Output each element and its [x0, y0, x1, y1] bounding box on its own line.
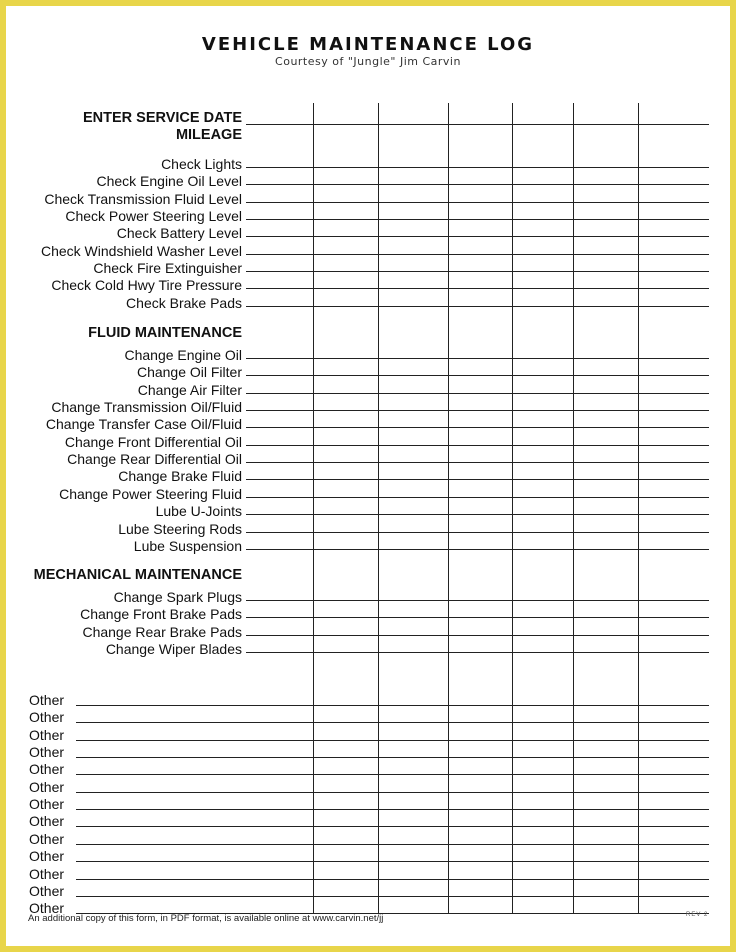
other-item-entry-line[interactable] [76, 809, 709, 810]
other-item-label: Other [29, 726, 65, 743]
mechanical-maintenance-heading: MECHANICAL MAINTENANCE [33, 567, 242, 583]
other-item-label: Other [29, 692, 65, 708]
fluid-item-entry-line[interactable] [246, 532, 709, 533]
fluid-item-entry-line[interactable] [246, 462, 709, 463]
other-item-entry-line[interactable] [76, 757, 709, 758]
other-item-label: Other [29, 848, 65, 865]
other-item-label: Other [29, 882, 65, 899]
check-item-label: Check Battery Level [116, 225, 242, 242]
other-item-label: Other [29, 865, 65, 882]
fluid-item-entry-line[interactable] [246, 549, 709, 550]
check-item-label: Check Fire Extinguisher [93, 260, 242, 277]
other-item-entry-line[interactable] [76, 740, 709, 741]
column-divider [448, 103, 449, 913]
fluid-item-label: Change Power Steering Fluid [59, 485, 242, 502]
check-item-entry-line[interactable] [246, 219, 709, 220]
other-item-entry-line[interactable] [76, 774, 709, 775]
other-item-label: Other [29, 830, 65, 847]
mileage-label: MILEAGE [175, 127, 242, 143]
service-date-entry-line[interactable] [246, 124, 709, 125]
service-date-label: ENTER SERVICE DATE [83, 110, 242, 126]
mechanical-item-label: Change Front Brake Pads [80, 606, 242, 623]
other-item-entry-line[interactable] [76, 826, 709, 827]
other-item-entry-line[interactable] [76, 844, 709, 845]
mechanical-item-entry-line[interactable] [246, 617, 709, 618]
mechanical-item-entry-line[interactable] [246, 635, 709, 636]
fluid-item-label: Lube U-Joints [155, 503, 242, 520]
fluid-item-entry-line[interactable] [246, 358, 709, 359]
column-divider [313, 103, 314, 913]
mechanical-item-entry-line[interactable] [246, 600, 709, 601]
fluid-item-label: Change Front Differential Oil [64, 433, 242, 450]
mechanical-item-label: Change Rear Brake Pads [82, 623, 242, 640]
fluid-item-entry-line[interactable] [246, 410, 709, 411]
mechanical-item-entry-line[interactable] [246, 652, 709, 653]
column-divider [378, 103, 379, 913]
mechanical-item-label: Change Wiper Blades [105, 641, 242, 658]
check-item-entry-line[interactable] [246, 184, 709, 185]
other-item-entry-line[interactable] [76, 861, 709, 862]
revision-mark: REV 2 [686, 912, 709, 918]
check-item-label: Check Windshield Washer Level [40, 242, 242, 259]
column-divider [512, 103, 513, 913]
fluid-maintenance-heading: FLUID MAINTENANCE [88, 325, 242, 341]
check-item-entry-line[interactable] [246, 236, 709, 237]
fluid-item-label: Change Oil Filter [136, 364, 242, 381]
check-item-label: Check Transmission Fluid Level [44, 190, 242, 207]
check-item-label: Check Power Steering Level [65, 208, 242, 225]
fluid-item-label: Change Transmission Oil/Fluid [51, 399, 242, 416]
fluid-item-entry-line[interactable] [246, 427, 709, 428]
check-item-entry-line[interactable] [246, 288, 709, 289]
check-item-label: Check Lights [161, 156, 242, 172]
other-item-label: Other [29, 778, 65, 795]
fluid-item-label: Change Transfer Case Oil/Fluid [45, 416, 242, 433]
footer-note: An additional copy of this form, in PDF format, is available online at www.carvin.net/jj [28, 913, 384, 924]
column-divider [573, 103, 574, 913]
check-item-entry-line[interactable] [246, 202, 709, 203]
other-item-entry-line[interactable] [76, 896, 709, 897]
page-title: VEHICLE MAINTENANCE LOG [201, 34, 535, 55]
check-item-entry-line[interactable] [246, 271, 709, 272]
other-item-label: Other [29, 744, 65, 761]
check-item-label: Check Brake Pads [126, 294, 242, 311]
fluid-item-entry-line[interactable] [246, 497, 709, 498]
fluid-item-label: Lube Suspension [133, 537, 242, 554]
fluid-item-label: Change Brake Fluid [118, 468, 242, 485]
fluid-item-entry-line[interactable] [246, 445, 709, 446]
check-item-label: Check Engine Oil Level [96, 173, 242, 190]
check-item-entry-line[interactable] [246, 254, 709, 255]
fluid-item-label: Change Rear Differential Oil [67, 451, 242, 468]
check-item-entry-line[interactable] [246, 167, 709, 168]
page-subtitle: Courtesy of "Jungle" Jim Carvin [275, 55, 461, 68]
fluid-item-entry-line[interactable] [246, 479, 709, 480]
other-item-entry-line[interactable] [76, 792, 709, 793]
maintenance-log-sheet [6, 6, 730, 946]
column-divider [638, 103, 639, 913]
other-item-label: Other [29, 761, 65, 778]
fluid-item-entry-line[interactable] [246, 514, 709, 515]
other-item-entry-line[interactable] [76, 879, 709, 880]
other-item-entry-line[interactable] [76, 705, 709, 706]
other-item-entry-line[interactable] [76, 722, 709, 723]
fluid-item-label: Lube Steering Rods [118, 520, 242, 537]
check-item-entry-line[interactable] [246, 306, 709, 307]
fluid-item-entry-line[interactable] [246, 375, 709, 376]
check-item-label: Check Cold Hwy Tire Pressure [51, 277, 242, 294]
other-item-label: Other [29, 813, 65, 830]
other-item-label: Other [29, 900, 65, 917]
mechanical-item-label: Change Spark Plugs [113, 589, 242, 605]
fluid-item-label: Change Air Filter [137, 381, 242, 398]
fluid-item-label: Change Engine Oil [124, 347, 242, 363]
fluid-item-entry-line[interactable] [246, 393, 709, 394]
other-item-label: Other [29, 709, 65, 726]
other-item-label: Other [29, 796, 65, 813]
